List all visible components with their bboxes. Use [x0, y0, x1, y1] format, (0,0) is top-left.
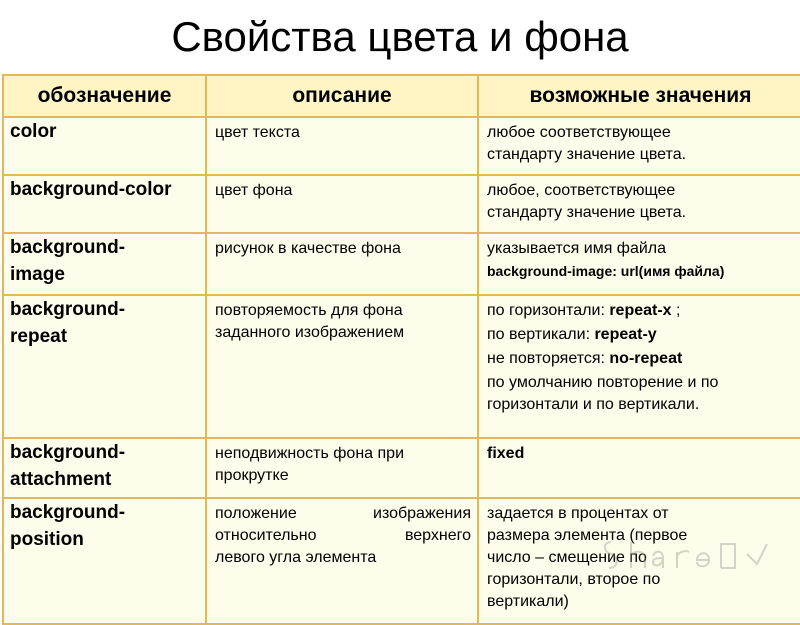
property-name-line: background- [10, 442, 126, 463]
property-name-line: attachment [10, 469, 112, 490]
property-values [478, 117, 800, 175]
values-option-label: не повторяется: [487, 350, 610, 367]
values-text: горизонтали, второе по [487, 571, 661, 588]
header-property: обозначение [3, 75, 206, 117]
property-values [478, 175, 800, 233]
values-keyword: repeat-x [609, 302, 672, 319]
values-text: размера элемента (первое [487, 527, 688, 544]
values-keyword: repeat-y [594, 326, 657, 343]
property-values [478, 498, 800, 624]
property-values [478, 438, 800, 498]
values-option [487, 348, 794, 370]
description-word: положение [215, 505, 297, 522]
values-text: число – смещение по [487, 549, 647, 566]
property-name-line: background- [10, 237, 126, 258]
values-option-label: по горизонтали: [487, 302, 610, 319]
description-line [215, 503, 471, 525]
values-text: задается в процентах от [487, 505, 669, 522]
values-text: по умолчанию повторение и по [487, 374, 719, 391]
values-word: любое, [487, 182, 540, 199]
header-description: описание [206, 75, 478, 117]
description-line: левого угла элемента [215, 549, 377, 566]
description-word: изображения [373, 505, 471, 522]
values-option [487, 324, 794, 346]
property-values [478, 295, 800, 438]
values-option [487, 300, 794, 322]
values-keyword: fixed [487, 445, 525, 462]
values-text: любое соответствующее [487, 124, 671, 141]
property-name [3, 438, 206, 498]
property-description [206, 295, 478, 438]
description-word: верхнего [404, 527, 471, 544]
description-line: повторяемость для фона [215, 302, 403, 319]
property-name-line: position [10, 529, 84, 550]
description-line: заданного изображением [215, 324, 405, 341]
property-name-line: image [10, 264, 65, 285]
values-text [487, 180, 794, 202]
properties-table [2, 74, 800, 625]
header-values: возможные значения [478, 75, 800, 117]
table-row [3, 295, 800, 438]
table-header-row [3, 75, 800, 117]
description-line [215, 525, 471, 547]
property-name-line: background- [10, 299, 126, 320]
table-row [3, 498, 800, 624]
property-name: background-color [3, 175, 206, 233]
values-text: стандарту значение цвета. [487, 146, 687, 163]
property-name-line: background- [10, 502, 126, 523]
values-code: background-image: url(имя файла) [487, 263, 725, 279]
property-name [3, 295, 206, 438]
property-name [3, 498, 206, 624]
property-values [478, 233, 800, 295]
property-description [206, 498, 478, 624]
property-description: цвет фона [206, 175, 478, 233]
values-suffix: ; [671, 302, 681, 319]
property-description [206, 438, 478, 498]
table-row [3, 117, 800, 175]
values-keyword: no-repeat [609, 350, 683, 367]
property-name-line: repeat [10, 326, 68, 347]
values-word: соответствующее [544, 182, 676, 199]
property-name [3, 233, 206, 295]
slide-title: Свойства цвета и фона [171, 13, 629, 60]
description-line: прокрутке [215, 467, 289, 484]
table-row [3, 233, 800, 295]
description-word: относительно [215, 527, 317, 544]
table-row [3, 438, 800, 498]
property-description: цвет текста [206, 117, 478, 175]
values-option-label: по вертикали: [487, 326, 595, 343]
property-name: color [3, 117, 206, 175]
values-text: вертикали) [487, 593, 569, 610]
values-text: горизонтали и по вертикали. [487, 396, 700, 413]
table-row [3, 175, 800, 233]
values-text: стандарту значение цвета. [487, 204, 687, 221]
property-description: рисунок в качестве фона [206, 233, 478, 295]
description-line: неподвижность фона при [215, 445, 405, 462]
values-text: указывается имя файла [487, 240, 667, 257]
